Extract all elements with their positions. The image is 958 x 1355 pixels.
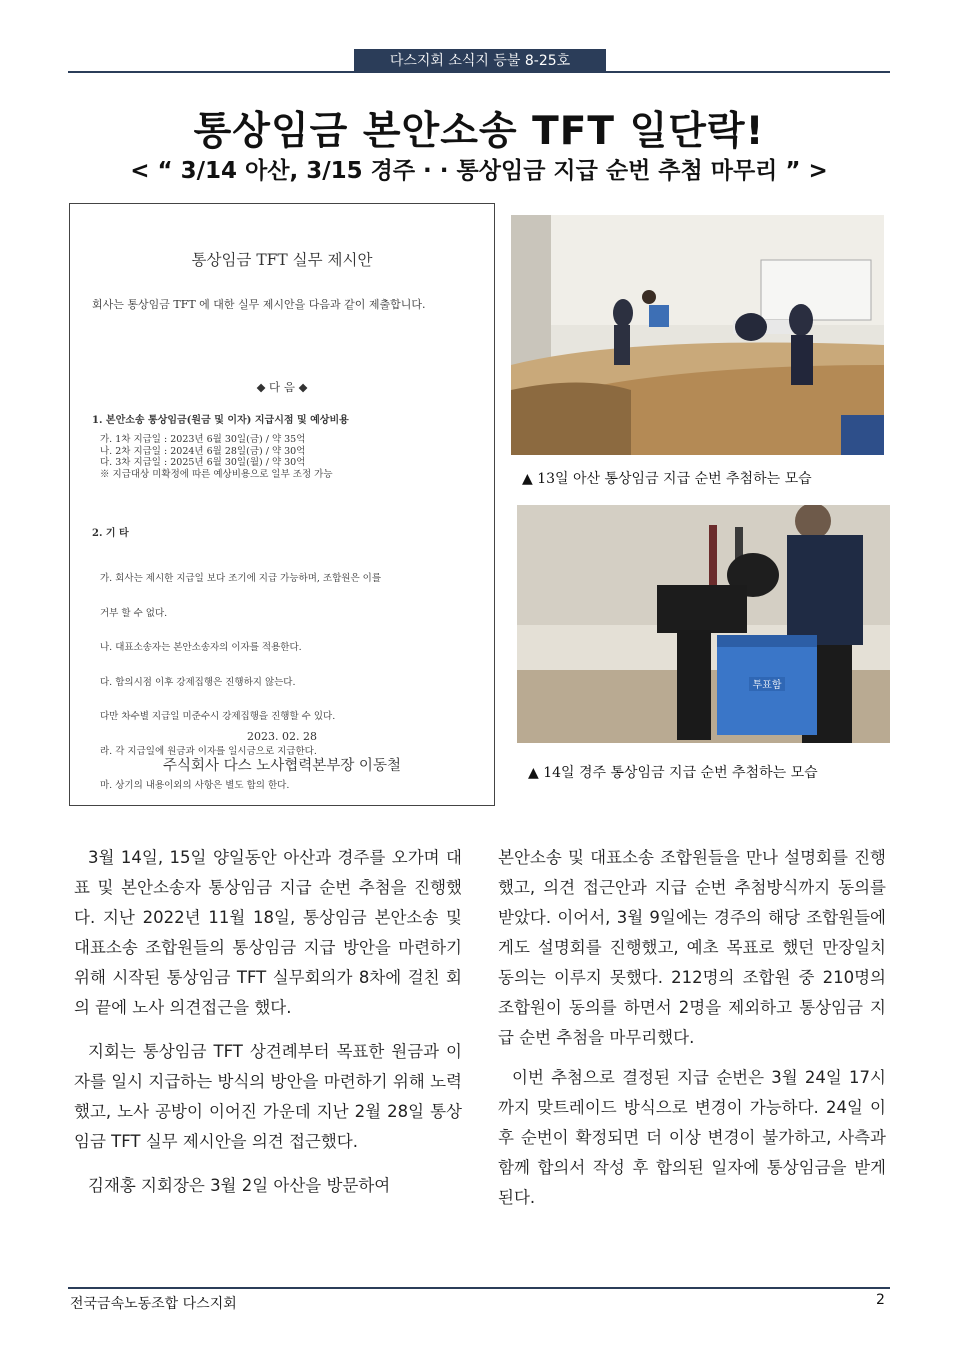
article-paragraph: 본안소송 및 대표소송 조합원들을 만나 설명회를 진행했고, 의견 접근안과 지급 순번 추첨방식까지 동의를 받았다. 이어서, 3월 9일에는 경주의 해당 조합원들에게도 설명회를 진행했고, 예초 목표로 했던 만장일치 동의는 이루지 못했다. 212명의 조합원 중 210명의 조합원이 동의를 하면서 2명을 제외하고 통상임금 지급 순번 추첨을 마무리했다. [498,848,886,1047]
document-signature: 주식회사 다스 노사협력본부장 이동철 [163,758,401,774]
list-item: 가. 회사는 제시한 지급일 보다 조기에 지급 가능하며, 조합원은 이를 [100,573,381,584]
article-paragraph: 김재홍 지회장은 3월 2일 아산을 방문하여 [88,1176,391,1195]
document-date: 2023. 02. 28 [247,730,317,743]
page-title: 통상임금 본안소송 TFT 일단락! [193,109,765,154]
page-subtitle: < “ 3/14 아산, 3/15 경주 · · 통상임금 지급 순번 추첨 마무리 ” > [130,158,828,184]
document-title: 통상임금 TFT 실무 제시안 [191,251,373,269]
article-paragraph: 이번 추첨으로 결정된 지급 순번은 3월 24일 17시까지 맞트레이드 방식으로 변경이 가능하다. 24일 이후 순번이 확정되면 더 이상 변경이 불가하고, 사측과 함께 합의서 작성 후 합의된 일자에 통상임금을 받게 된다. [498,1068,886,1207]
article-right-column [498,843,886,1213]
scanned-proposal-document [69,203,495,806]
document-da-eum: ◆ 다 음 ◆ [256,380,308,394]
article-paragraph: 3월 14일, 15일 양일동안 아산과 경주를 오가며 대표 및 본안소송자 통상임금 지급 순번 추첨을 진행했다. 지난 2022년 11월 18일, 통상임금 본안소송 및 대표소송 조합원들의 통상임금 지급 방안을 마련하기 위해 시작된 통상임금 TFT 실무회의가 8차에 걸친 회의 끝에 노사 의견접근을 했다. [74,848,462,1017]
list-item: 나. 대표소송자는 본안소송자의 이자를 적용한다. [100,642,302,653]
document-section1-heading: 1. 본안소송 통상임금(원금 및 이자) 지급시점 및 예상비용 [92,415,349,426]
list-item: 가. 1차 지급일 : 2023년 6월 30일(금) / 약 35억 [100,434,306,445]
footer-organization: 전국금속노동조합 다스지회 [70,1296,237,1312]
document-section2-heading: 2. 기 타 [92,528,129,539]
list-item: 나. 2차 지급일 : 2024년 6월 28일(금) / 약 30억 [100,445,306,457]
gyeongju-draw-illustration [517,505,890,743]
asan-draw-photo [511,215,884,455]
ballot-box-label: 투표함 [752,680,782,691]
photo-caption-asan: ▲ 13일 아산 통상임금 지급 순번 추첨하는 모습 [522,471,812,487]
list-item: 거부 할 수 없다. [100,607,168,619]
newsletter-issue-tag: 다스지회 소식지 등불 8-25호 [354,49,606,73]
photo-caption-gyeongju: ▲ 14일 경주 통상임금 지급 순번 추첨하는 모습 [528,765,818,781]
list-item: 라. 각 지급일에 원금과 이자를 일시금으로 지급한다. [100,745,317,757]
article-left-column [74,843,462,1201]
article-paragraph: 지회는 통상임금 TFT 상견례부터 목표한 원금과 이자를 일시 지급하는 방식의 방안을 마련하기 위해 노력했고, 노사 공방이 이어진 가운데 지난 2월 28일 통상임금 TFT 실무 제시안을 의견 접근했다. [74,1042,462,1151]
document-section1-list [100,434,480,480]
list-item: 다. 합의시점 이후 강제집행은 진행하지 않는다. [100,676,296,688]
footer-divider [68,1287,890,1289]
list-item: 마. 상기의 내용이외의 사항은 별도 합의 한다. [100,780,290,791]
document-intro: 회사는 통상임금 TFT 에 대한 실무 제시안을 다음과 같이 제출합니다. [92,298,426,311]
header-divider [68,71,890,73]
list-item: ※ 지급대상 미확정에 따른 예상비용으로 일부 조정 가능 [100,468,333,480]
gyeongju-draw-photo [517,505,890,743]
list-item: 다만 차수별 지급일 미준수시 강제집행을 진행할 수 있다. [100,711,336,722]
asan-draw-illustration [511,215,884,455]
page-number: 2 [876,1292,885,1308]
list-item: 다. 3차 지급일 : 2025년 6월 30일(월) / 약 30억 [100,457,306,468]
